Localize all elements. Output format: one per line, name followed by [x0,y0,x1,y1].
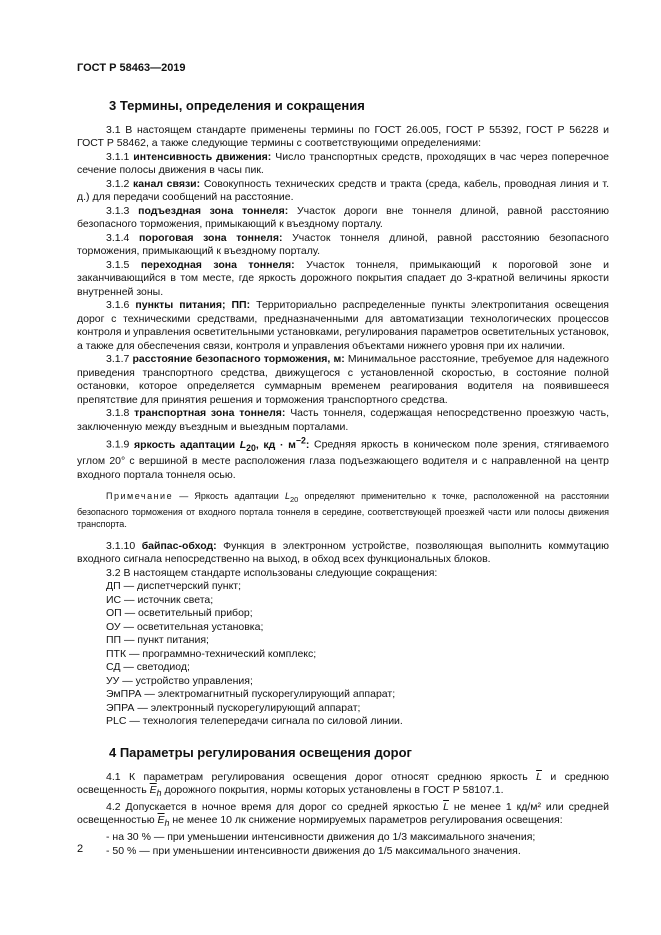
abbreviation-item: УУ — устройство управления; [106,674,253,687]
term-item: 3.1.5 переходная зона тоннеля: Участок тоннеля, примыкающий к пороговой зоне и заканчивающийся в том месте, где яркость дорожного покрытия спадает до 3-кратной величины яркости внутренней зоны. [77,258,609,298]
term-item: 3.1.1 интенсивность движения: Число транспортных средств, проходящих в час через поперечное сечение полосы движения в часы пик. [77,150,610,176]
term-3-1-10: 3.1.10 байпас-обход: Функция в электронном устройстве, позволяющая выполнить коммутацию входного сигнала непосредственно на выход, в обход всех функциональных блоков. [77,539,609,566]
term-item: 3.1.6 пункты питания; ПП: Территориально распределенные пункты электропитания освещения дорог с техническими средствами, предназначенными для автоматизации технологических процессов контроля и управления осветительными установками, регулирования параметров осветительных установок, а также для обеспечения связи, контроля и управления объектами нижнего уровня при их наличии. [77,299,609,352]
paragraph-4-2: 4.2 Допускается в ночное время для дорог со средней яркостью $\overline{L}$ не менее 1 кд/м² или средней освещенностью $\overline{E}_h$ не менее 10 лк снижение нормируемых параметров регулирования освещения: [77,800,609,829]
term-item: 3.1.3 подъездная зона тоннеля: Участок дороги вне тоннеля длиной, равной расстоянию безопасного торможения, примыкающий к въездному порталу. [77,204,609,230]
document-header: ГОСТ Р 58463—2019 [77,62,186,74]
abbreviation-item: ИС — источник света; [106,593,214,606]
abbreviation-item: ОУ — осветительная установка; [106,620,264,633]
list-item: - 50 % — при уменьшении интенсивности движения до 1/5 максимального значения. [106,844,521,857]
term-item: 3.1.7 расстояние безопасного торможения, м: Минимальное расстояние, требуемое для надежного приведения транспортного средства, движущегося с установленной скоростью, в состояние полной остановки, которое определяется суммарным временем реагирования водителя на появившееся препятствие для принятия решения и торможения транспортного средства. [77,353,610,406]
abbreviation-item: ПТК — программно-технический комплекс; [106,647,317,660]
term-item: 3.1.8 транспортная зона тоннеля: Часть тоннеля, содержащая непосредственно проезжую часть, заключенную между въездным и выездным порталами. [77,407,610,433]
abbreviation-item: ОП — осветительный прибор; [106,607,253,620]
reduction-list [77,831,609,858]
list-item: - на 30 % — при уменьшении интенсивности движения до 1/3 максимального значения; [106,831,536,844]
abbreviation-item: ЭмПРА — электромагнитный пускорегулирующий аппарат; [106,688,396,701]
abbreviations-list [77,580,609,729]
paragraph-3-2: 3.2 В настоящем стандарте использованы следующие сокращения: [106,566,438,579]
note-3-1-9: Примечание — Яркость адаптации $L_{20}$ определяют применительно к точке, расположенной на расстоянии безопасного торможения от входного портала тоннеля в середине, соответствующей проезжей части или полосы движения транспорта. [77,491,609,529]
section-3-title: 3 Термины, определения и сокращения [109,97,365,113]
paragraph-4-1: 4.1 К параметрам регулирования освещения дорог относят среднюю яркость $\overline{L}$ и среднюю освещенность $\overline{E}_h$ дорожного покрытия, нормы которых установлены в ГОСТ Р 58107.1. [77,770,610,799]
abbreviation-item: ПП — пункт питания; [106,634,209,647]
abbreviation-item: ДП — диспетчерский пункт; [106,580,242,593]
abbreviation-item: PLC — технология телепередачи сигнала по силовой линии. [106,715,403,728]
page-number: 2 [77,843,84,855]
paragraph-3-1: 3.1 В настоящем стандарте применены термины по ГОСТ 26.005, ГОСТ Р 55392, ГОСТ Р 56228 и ГОСТ Р 58462, а также следующие термины с соответствующими определениями: [77,123,609,149]
section-4-title: 4 Параметры регулирования освещения дорог [109,744,412,760]
term-item: 3.1.2 канал связи: Совокупность технических средств и тракта (среда, кабель, проводная линия и т. д.) для передачи сообщений на расстояние. [77,177,609,203]
term-item: 3.1.4 пороговая зона тоннеля: Участок тоннеля длиной, равной расстоянию безопасного торможения, примыкающий к въездному порталу. [77,231,610,257]
abbreviation-item: ЭПРА — электронный пускорегулирующий аппарат; [106,701,361,714]
abbreviation-item: СД — светодиод; [106,661,190,674]
term-3-1-9: 3.1.9 яркость адаптации $L_{20}$, кд · $м^{-2}$: Средняя яркость в коническом поле зрения, стягиваемого углом 20° с вершиной в месте расположения глаза подъезжающего водителя и с направленной на центр входного портала тоннеля осью. [77,435,609,481]
terms-list [77,151,609,435]
